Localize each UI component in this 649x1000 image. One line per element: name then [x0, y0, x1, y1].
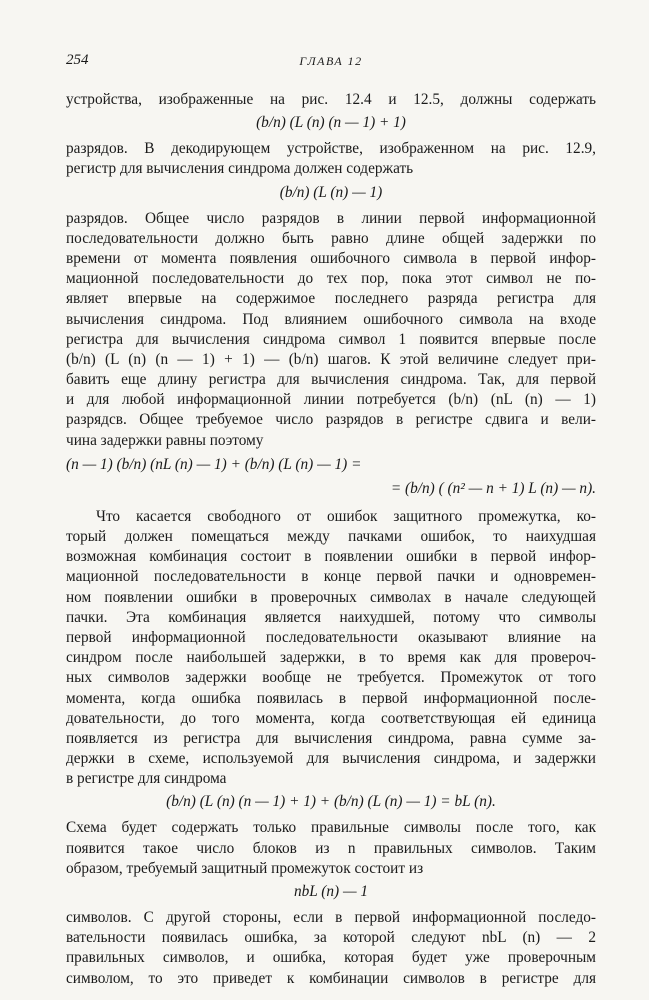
text-line: являет впервые на содержимое последнего разряда регистра для	[66, 290, 596, 308]
text-line: Схема будет содержать только правильные символы после того, как	[66, 819, 596, 837]
text-line: появится такое число блоков из n правильных символов. Таким	[66, 839, 596, 857]
text-line: ных символов задержки вообще не требуется. Промежуток от того	[66, 669, 596, 687]
text-line: регистр для вычисления синдрома должен содержать	[66, 160, 414, 178]
text-line: разрядов. В декодирующем устройстве, изображенном на рис. 12.9,	[66, 140, 596, 158]
text-line: ном появлении ошибки в проверочных символах в начале следующей	[66, 588, 596, 606]
formula: (b/n) (L (n) (n — 1) + 1)	[256, 114, 406, 132]
text-line: устройства, изображенные на рис. 12.4 и 12.5, должны содержать	[66, 91, 596, 108]
formula: (b/n) (L (n) — 1)	[279, 183, 383, 201]
text-line: появляется из регистра для вычисления синдрома, равна сумме за-	[66, 729, 596, 747]
page-number: 254	[66, 52, 89, 68]
text-line: разрядсв. Общее требуемое число разрядов в регистре сдвига и вели-	[66, 411, 596, 429]
formula: (n — 1) (b/n) (nL (n) — 1) + (b/n) (L (n) — 1) =	[66, 455, 362, 473]
text-line: правильных символов, и ошибка, которая будет уже проверочным	[66, 949, 596, 967]
book-page	[66, 52, 596, 989]
formula: (b/n) (L (n) (n — 1) + 1) + (b/n) (L (n) — 1) = bL (n).	[166, 793, 496, 811]
text-line: символов. С другой стороны, если в первой информационной последо-	[66, 909, 596, 926]
text-line: возможная комбинация состоит в появлении ошибки в первой инфор-	[66, 548, 596, 566]
text-line: момента, когда ошибка появилась в первой информационной после-	[66, 689, 596, 707]
text-line: и для любой информационной линии потребуется (b/n) (nL (n) — 1)	[66, 391, 596, 409]
text-line: мационной последовательности в конце первой пачки и одновремен-	[66, 568, 596, 586]
text-line: в регистре для синдрома	[66, 770, 227, 788]
text-line: разрядов. Общее число разрядов в линии первой информационной	[66, 209, 596, 227]
text-line: довательности, до того момента, когда соответствующая ей единица	[66, 709, 596, 727]
body-text	[66, 90, 596, 989]
text-line: последовательности должно быть равно длине общей задержки по	[66, 229, 596, 247]
text-line: символом, то это приведет к комбинации символов в регистре для	[66, 969, 596, 987]
text-line: чина задержки равны поэтому	[66, 431, 264, 449]
text-line: (b/n) (L (n) (n — 1) + 1) — (b/n) шагов. К этой величине следует при-	[66, 350, 596, 368]
text-line: регистра для вычисления синдрома символ 1 появится впервые после	[66, 330, 596, 348]
chapter-title: ГЛАВА 12	[299, 54, 363, 68]
text-line: держки в схеме, используемой для вычисления синдрома, и задержки	[66, 750, 596, 768]
formula: nbL (n) — 1	[293, 883, 369, 900]
text-line: бавить еще длину регистра для вычисления синдрома. Так, для первой	[66, 371, 596, 389]
page-header	[66, 52, 596, 72]
text-line: вычисления синдрома. Под влиянием ошибочного символа на входе	[66, 310, 596, 328]
text-line: Что касается свободного от ошибок защитного промежутка, ко-	[96, 507, 596, 525]
text-line: вательности появилась ошибка, за которой следуют nbL (n) — 2	[66, 929, 596, 947]
text-line: образом, требуемый защитный промежуток состоит из	[66, 859, 424, 877]
text-line: мационной последовательности до тех пор, пока этот символ не по-	[66, 270, 596, 288]
text-line: первой информационной последовательности оказывают влияние на	[66, 628, 596, 646]
text-line: времени от момента появления ошибочного символа в первой инфор-	[66, 249, 596, 267]
text-line: пачки. Эта комбинация является наихудшей, потому что символы	[66, 608, 596, 626]
text-line: синдром после наибольшей задержки, в то время как для провероч-	[66, 649, 596, 667]
formula: = (b/n) ( (n² — n + 1) L (n) — n).	[390, 479, 596, 497]
text-line: торый должен помещаться между пачками ошибок, то наихудшая	[66, 528, 596, 545]
